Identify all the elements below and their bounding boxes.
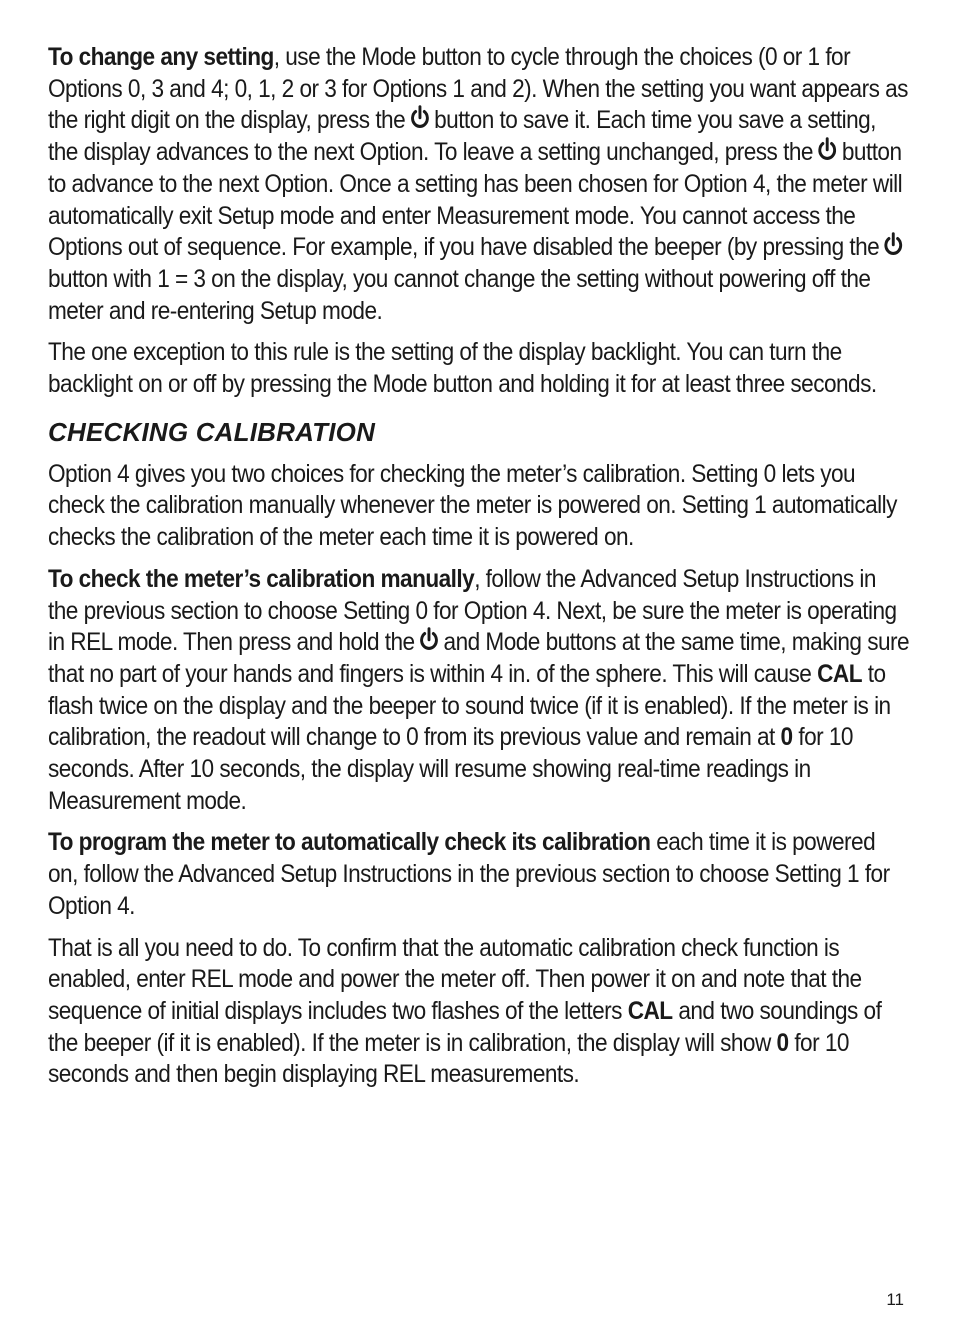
- text-run: button with 1 = 3 on the display, you cannot change the setting without powering off the meter and re-entering Setup mode.: [48, 264, 871, 325]
- text-run: button to advance to the next Option. Once a setting has been chosen for Option 4, the meter will automatically exit Setup mode and enter Measurement mode. You cannot access the Options out of sequence. For example, if you have disabled the beeper (by pressing the: [48, 138, 903, 262]
- bold-lead: To check the meter’s calibration manually: [48, 564, 475, 593]
- section-heading: CHECKING CALIBRATION: [48, 416, 376, 447]
- paragraph-option-4: Option 4 gives you two choices for checking the meter’s calibration. Setting 0 lets you check the calibration manually whenever the meter is powered on. Setting 1 automatically checks the calibration of the meter each time it is powered on.: [48, 459, 897, 552]
- text-run: button to save it. Each time you save a setting, the display advances to the next Option. To leave a setting unchanged, press the: [48, 106, 876, 167]
- text-run: for 10 seconds. After 10 seconds, the display will resume showing real-time readings in Measurement mode.: [48, 723, 853, 815]
- bold-zero: 0: [776, 1028, 789, 1057]
- paragraph-backlight-exception: The one exception to this rule is the setting of the display backlight. You can turn the backlight on or off by pressing the Mode button and holding it for at least three seconds.: [48, 338, 877, 399]
- power-icon: [817, 137, 839, 163]
- power-icon: [883, 232, 905, 258]
- manual-page: [48, 42, 910, 1101]
- power-icon: [409, 105, 431, 131]
- bold-lead: To change any setting: [48, 43, 274, 71]
- text-run: to flash twice on the display and the beeper to sound twice (if it is enabled). If the meter is in calibration, the readout will change to 0 from its previous value and remain at: [48, 659, 891, 752]
- text-run: That is all you need to do. To confirm that the automatic calibration check function is enabled, enter REL mode and power the meter off. Then power it on and note that the sequence of initial displays includes two flashes of the letters: [48, 933, 862, 1025]
- paragraph-confirm: [48, 933, 910, 1092]
- bold-cal: CAL: [627, 996, 673, 1025]
- text-run: , use the Mode button to cycle through the choices (0 or 1 for Options 0, 3 and 4; 0, 1, 2 or 3 for Options 1 and 2). When the setting you want appears as the right digit on the display, press the: [48, 43, 908, 135]
- power-icon: [418, 627, 440, 653]
- text-run: for 10 seconds and then begin displaying REL measurements.: [48, 1028, 849, 1089]
- page-number: 11: [886, 1290, 904, 1309]
- paragraph-manual-check: [48, 564, 910, 818]
- text-run: , follow the Advanced Setup Instructions in the previous section to choose Setting 0 for Option 4. Next, be sure the meter is operating in REL mode. Then press and hold the: [48, 564, 897, 657]
- bold-cal: CAL: [817, 659, 862, 688]
- paragraph-auto-check: [48, 827, 910, 922]
- text-run: each time it is powered on, follow the Advanced Setup Instructions in the previous section to choose Setting 1 for Option 4.: [48, 828, 890, 920]
- bold-lead: To program the meter to automatically check its calibration: [48, 828, 651, 857]
- bold-zero: 0: [780, 723, 793, 752]
- paragraph-change-setting: [48, 42, 910, 327]
- text-run: and Mode buttons at the same time, making sure that no part of your hands and fingers is within 4 in. of the sphere. This will cause: [48, 628, 910, 688]
- text-run: and two soundings of the beeper (if it is enabled). If the meter is in calibration, the display will show: [48, 996, 882, 1057]
